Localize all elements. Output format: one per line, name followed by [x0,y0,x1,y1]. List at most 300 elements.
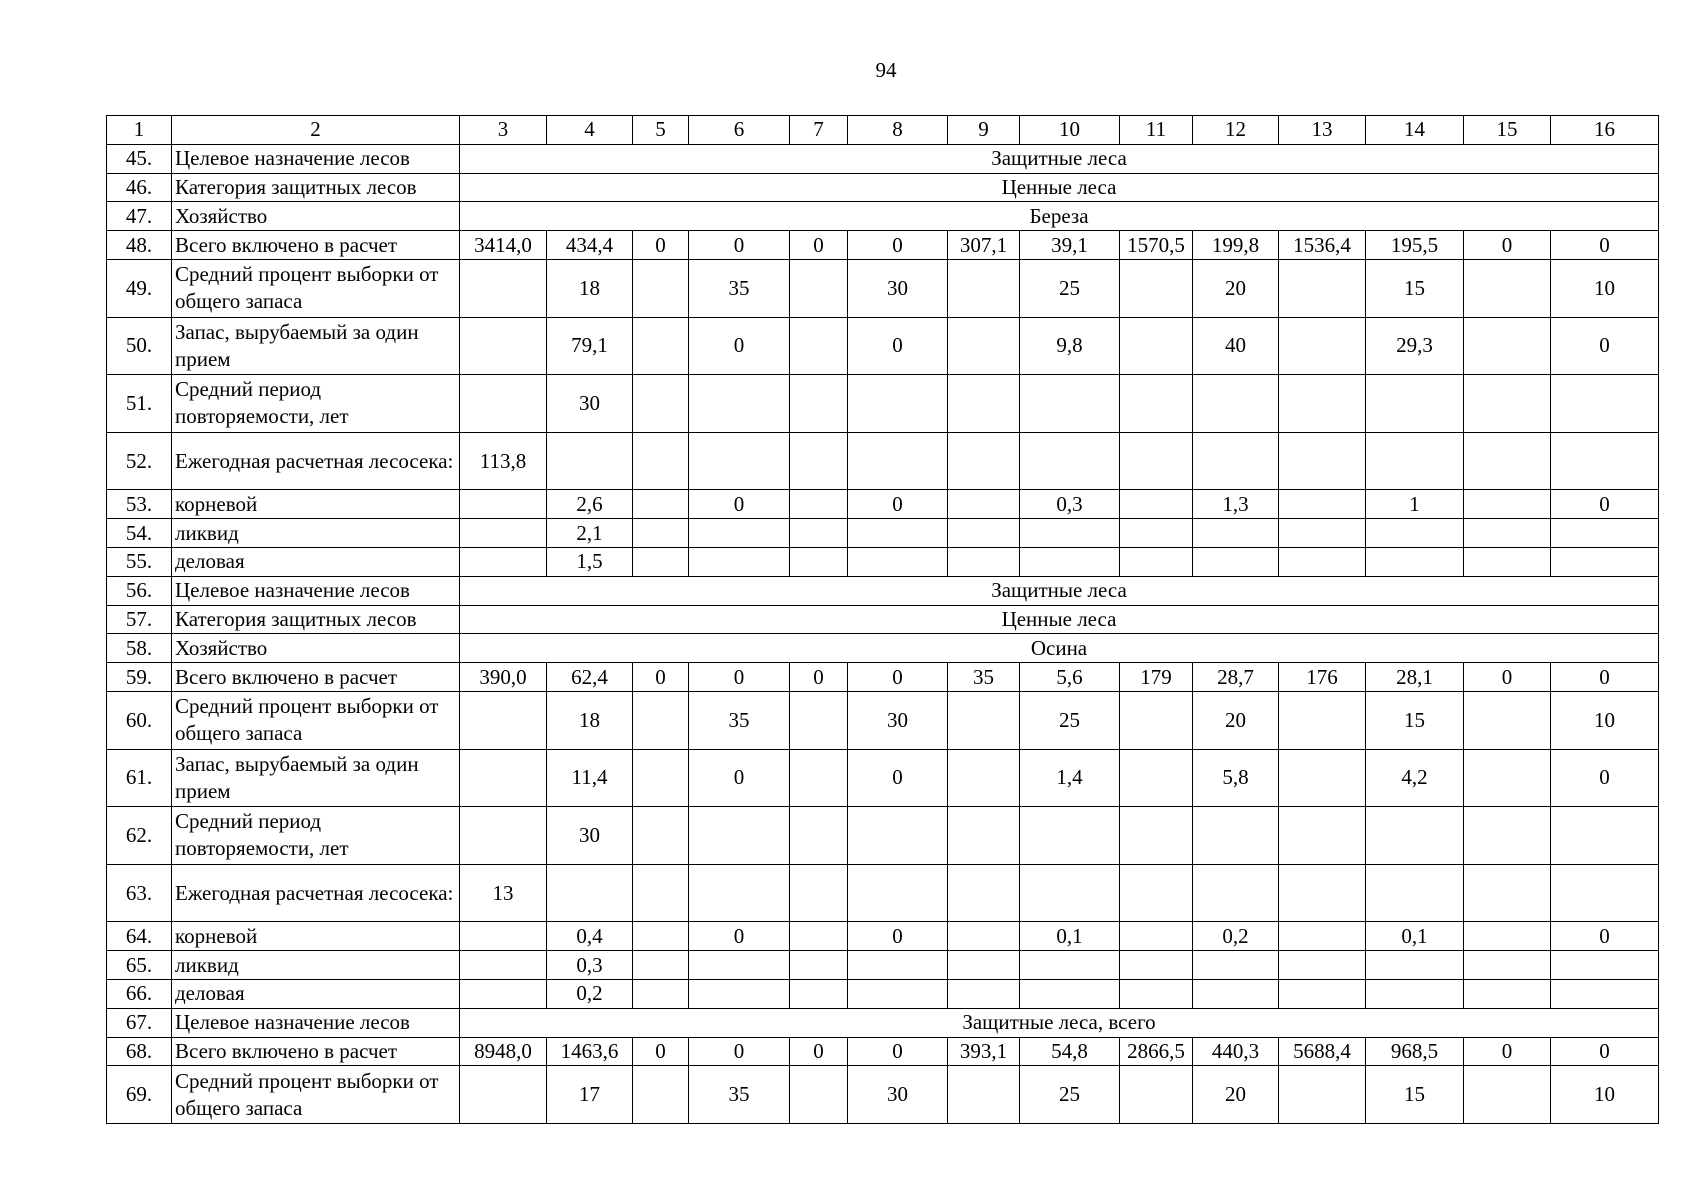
value-cell [948,749,1020,807]
value-cell [1464,259,1551,317]
value-cell: 40 [1193,317,1279,375]
value-cell [790,490,848,519]
table-row [107,1066,1659,1124]
value-cell [689,547,790,576]
row-label: Всего включено в расчет [172,231,460,260]
value-cell: 18 [547,259,633,317]
row-label: Ежегодная расчетная лесосека: [172,864,460,922]
value-cell [1464,317,1551,375]
value-cell [1120,547,1193,576]
value-cell: 4,2 [1366,749,1464,807]
row-number: 50. [107,317,172,375]
row-label: Хозяйство [172,634,460,663]
value-cell: 39,1 [1020,231,1120,260]
merged-category-cell: Защитные леса, всего [460,1008,1659,1037]
value-cell: 0 [1551,1037,1659,1066]
value-cell [633,490,689,519]
value-cell [790,749,848,807]
table-row [107,605,1659,634]
value-cell: 1,3 [1193,490,1279,519]
value-cell [948,807,1020,865]
value-cell [1193,951,1279,980]
value-cell: 20 [1193,259,1279,317]
table-row [107,490,1659,519]
row-label: Ежегодная расчетная лесосека: [172,432,460,490]
value-cell: 15 [1366,691,1464,749]
table-row [107,951,1659,980]
value-cell [1120,922,1193,951]
value-cell [633,922,689,951]
table-row [107,749,1659,807]
value-cell: 0,3 [1020,490,1120,519]
header-cell-10: 10 [1020,116,1120,145]
value-cell [689,375,790,433]
table-row [107,663,1659,692]
value-cell [460,691,547,749]
value-cell [948,691,1020,749]
row-label: Средний процент выборки от общего запаса [172,1066,460,1124]
value-cell [460,807,547,865]
row-number: 54. [107,519,172,548]
row-number: 66. [107,979,172,1008]
header-row [107,116,1659,145]
table-row [107,519,1659,548]
value-cell: 30 [848,691,948,749]
value-cell [633,1066,689,1124]
value-cell [1020,432,1120,490]
value-cell [1020,375,1120,433]
value-cell [689,979,790,1008]
value-cell [1464,519,1551,548]
value-cell: 0 [1551,317,1659,375]
value-cell [1120,749,1193,807]
value-cell [1366,547,1464,576]
value-cell: 0 [1464,663,1551,692]
value-cell [790,547,848,576]
row-label: Категория защитных лесов [172,173,460,202]
value-cell [790,807,848,865]
value-cell: 30 [848,1066,948,1124]
value-cell [948,922,1020,951]
value-cell [848,864,948,922]
value-cell [633,432,689,490]
value-cell [1193,519,1279,548]
value-cell: 0 [689,663,790,692]
value-cell: 54,8 [1020,1037,1120,1066]
merged-category-cell: Ценные леса [460,173,1659,202]
value-cell [1020,519,1120,548]
value-cell [689,432,790,490]
value-cell [1551,951,1659,980]
value-cell: 0 [689,1037,790,1066]
table-row [107,375,1659,433]
table-row [107,922,1659,951]
value-cell: 0 [848,663,948,692]
table-row [107,576,1659,605]
value-cell: 0 [633,663,689,692]
value-cell: 1 [1366,490,1464,519]
value-cell: 1,4 [1020,749,1120,807]
value-cell [1120,691,1193,749]
value-cell [1279,490,1366,519]
row-number: 49. [107,259,172,317]
value-cell: 0 [689,490,790,519]
value-cell [1193,864,1279,922]
value-cell [1120,979,1193,1008]
value-cell [689,951,790,980]
row-label: деловая [172,979,460,1008]
value-cell [1279,317,1366,375]
merged-category-cell: Ценные леса [460,605,1659,634]
table-row [107,259,1659,317]
value-cell [633,691,689,749]
header-cell-4: 4 [547,116,633,145]
value-cell [1279,807,1366,865]
value-cell: 0 [1464,1037,1551,1066]
merged-category-cell: Береза [460,202,1659,231]
value-cell [633,259,689,317]
value-cell [1464,691,1551,749]
row-number: 61. [107,749,172,807]
value-cell [1464,432,1551,490]
value-cell [848,547,948,576]
value-cell: 15 [1366,259,1464,317]
value-cell [1551,519,1659,548]
value-cell [790,432,848,490]
value-cell: 1,5 [547,547,633,576]
value-cell: 0 [790,1037,848,1066]
row-label: Средний период повторяемости, лет [172,807,460,865]
row-number: 53. [107,490,172,519]
header-cell-14: 14 [1366,116,1464,145]
value-cell: 10 [1551,1066,1659,1124]
value-cell [633,749,689,807]
value-cell [1020,951,1120,980]
value-cell [1366,375,1464,433]
header-cell-7: 7 [790,116,848,145]
value-cell: 35 [689,1066,790,1124]
value-cell: 307,1 [948,231,1020,260]
row-label: корневой [172,490,460,519]
value-cell: 0 [848,490,948,519]
value-cell: 20 [1193,1066,1279,1124]
value-cell [1020,979,1120,1008]
value-cell: 0 [1464,231,1551,260]
header-cell-2: 2 [172,116,460,145]
value-cell [460,547,547,576]
value-cell [1279,864,1366,922]
value-cell [1551,432,1659,490]
value-cell: 2,1 [547,519,633,548]
value-cell: 440,3 [1193,1037,1279,1066]
value-cell: 35 [689,691,790,749]
value-cell [633,375,689,433]
row-number: 46. [107,173,172,202]
header-cell-16: 16 [1551,116,1659,145]
row-number: 63. [107,864,172,922]
value-cell: 176 [1279,663,1366,692]
table-row [107,202,1659,231]
value-cell: 0 [848,1037,948,1066]
value-cell [1020,547,1120,576]
row-label: Средний процент выборки от общего запаса [172,259,460,317]
value-cell: 9,8 [1020,317,1120,375]
row-number: 55. [107,547,172,576]
value-cell: 0 [689,749,790,807]
row-label: Средний период повторяемости, лет [172,375,460,433]
value-cell [1366,979,1464,1008]
merged-category-cell: Защитные леса [460,576,1659,605]
value-cell [633,864,689,922]
value-cell [1366,432,1464,490]
value-cell: 0,1 [1366,922,1464,951]
value-cell [1464,922,1551,951]
value-cell [1120,519,1193,548]
value-cell [948,490,1020,519]
row-number: 62. [107,807,172,865]
value-cell: 0 [1551,749,1659,807]
value-cell [1551,547,1659,576]
value-cell [948,547,1020,576]
value-cell [1464,864,1551,922]
value-cell [1551,807,1659,865]
value-cell: 393,1 [948,1037,1020,1066]
value-cell [1120,375,1193,433]
value-cell [1366,807,1464,865]
row-number: 57. [107,605,172,634]
value-cell [1464,490,1551,519]
value-cell [633,807,689,865]
row-label: Категория защитных лесов [172,605,460,634]
row-number: 51. [107,375,172,433]
value-cell [460,259,547,317]
table-row [107,231,1659,260]
value-cell: 0 [848,749,948,807]
value-cell: 0 [848,317,948,375]
value-cell [460,749,547,807]
table-row [107,432,1659,490]
row-label: Запас, вырубаемый за один прием [172,317,460,375]
value-cell [633,317,689,375]
value-cell: 0 [689,922,790,951]
row-label: деловая [172,547,460,576]
value-cell: 28,7 [1193,663,1279,692]
value-cell [1464,807,1551,865]
value-cell [547,864,633,922]
value-cell: 5,8 [1193,749,1279,807]
row-number: 58. [107,634,172,663]
value-cell: 2866,5 [1120,1037,1193,1066]
header-cell-9: 9 [948,116,1020,145]
value-cell [633,979,689,1008]
header-cell-11: 11 [1120,116,1193,145]
value-cell [1279,259,1366,317]
value-cell: 5688,4 [1279,1037,1366,1066]
row-label: Хозяйство [172,202,460,231]
value-cell: 0,2 [1193,922,1279,951]
row-number: 48. [107,231,172,260]
header-cell-1: 1 [107,116,172,145]
value-cell [633,519,689,548]
value-cell: 968,5 [1366,1037,1464,1066]
value-cell: 195,5 [1366,231,1464,260]
value-cell [948,432,1020,490]
value-cell: 2,6 [547,490,633,519]
table-row [107,547,1659,576]
value-cell [848,432,948,490]
value-cell [460,951,547,980]
value-cell [848,375,948,433]
value-cell [1279,519,1366,548]
value-cell [790,317,848,375]
value-cell [1193,375,1279,433]
row-label: Целевое назначение лесов [172,1008,460,1037]
row-number: 67. [107,1008,172,1037]
value-cell [460,519,547,548]
value-cell [460,922,547,951]
page-number: 94 [875,58,897,82]
value-cell [790,1066,848,1124]
value-cell [848,951,948,980]
value-cell [460,979,547,1008]
value-cell: 30 [547,807,633,865]
value-cell: 8948,0 [460,1037,547,1066]
value-cell [1120,317,1193,375]
table-row [107,691,1659,749]
value-cell [689,519,790,548]
value-cell: 0 [1551,231,1659,260]
value-cell: 0 [848,922,948,951]
value-cell [460,1066,547,1124]
table-row [107,864,1659,922]
value-cell: 28,1 [1366,663,1464,692]
value-cell [790,864,848,922]
forest-calculation-table [106,115,1659,1124]
value-cell: 0 [633,1037,689,1066]
row-number: 45. [107,144,172,173]
table-row [107,1008,1659,1037]
value-cell [1279,749,1366,807]
row-label: Всего включено в расчет [172,1037,460,1066]
value-cell [1193,432,1279,490]
value-cell [848,807,948,865]
value-cell: 18 [547,691,633,749]
value-cell: 199,8 [1193,231,1279,260]
value-cell [1120,259,1193,317]
value-cell: 25 [1020,1066,1120,1124]
value-cell: 0 [633,231,689,260]
value-cell: 0 [1551,922,1659,951]
value-cell: 17 [547,1066,633,1124]
value-cell [1193,979,1279,1008]
value-cell [689,807,790,865]
table-row [107,1037,1659,1066]
value-cell: 35 [689,259,790,317]
value-cell: 10 [1551,691,1659,749]
value-cell [1279,547,1366,576]
merged-category-cell: Осина [460,634,1659,663]
value-cell [790,951,848,980]
header-cell-6: 6 [689,116,790,145]
value-cell [948,317,1020,375]
value-cell [1366,519,1464,548]
value-cell [547,432,633,490]
row-label: Запас, вырубаемый за один прием [172,749,460,807]
value-cell: 30 [547,375,633,433]
value-cell: 1570,5 [1120,231,1193,260]
table-row [107,173,1659,202]
value-cell: 0 [1551,663,1659,692]
value-cell [1120,807,1193,865]
value-cell [1279,922,1366,951]
value-cell [790,519,848,548]
value-cell [1551,375,1659,433]
value-cell: 11,4 [547,749,633,807]
header-cell-3: 3 [460,116,547,145]
row-number: 64. [107,922,172,951]
value-cell [1551,979,1659,1008]
value-cell [1551,864,1659,922]
table-row [107,144,1659,173]
value-cell [848,519,948,548]
value-cell [948,259,1020,317]
value-cell [948,979,1020,1008]
value-cell [948,1066,1020,1124]
value-cell: 0 [848,231,948,260]
row-number: 56. [107,576,172,605]
value-cell [1020,807,1120,865]
value-cell [460,375,547,433]
value-cell: 25 [1020,259,1120,317]
value-cell [1464,1066,1551,1124]
value-cell [790,979,848,1008]
value-cell: 0,1 [1020,922,1120,951]
value-cell: 29,3 [1366,317,1464,375]
row-number: 69. [107,1066,172,1124]
table-row [107,979,1659,1008]
value-cell [460,317,547,375]
value-cell [1464,979,1551,1008]
row-number: 65. [107,951,172,980]
row-label: Всего включено в расчет [172,663,460,692]
row-label: Целевое назначение лесов [172,576,460,605]
value-cell [1279,979,1366,1008]
value-cell [848,979,948,1008]
value-cell [689,864,790,922]
value-cell: 15 [1366,1066,1464,1124]
row-number: 68. [107,1037,172,1066]
value-cell [790,691,848,749]
value-cell: 0,3 [547,951,633,980]
value-cell [790,922,848,951]
value-cell: 25 [1020,691,1120,749]
value-cell: 390,0 [460,663,547,692]
value-cell: 113,8 [460,432,547,490]
row-number: 52. [107,432,172,490]
value-cell [1464,951,1551,980]
value-cell [1464,547,1551,576]
header-cell-12: 12 [1193,116,1279,145]
value-cell [1366,951,1464,980]
value-cell [948,864,1020,922]
table-row [107,807,1659,865]
header-cell-8: 8 [848,116,948,145]
value-cell [1279,375,1366,433]
value-cell [790,259,848,317]
value-cell: 0 [1551,490,1659,519]
value-cell [1279,691,1366,749]
merged-category-cell: Защитные леса [460,144,1659,173]
